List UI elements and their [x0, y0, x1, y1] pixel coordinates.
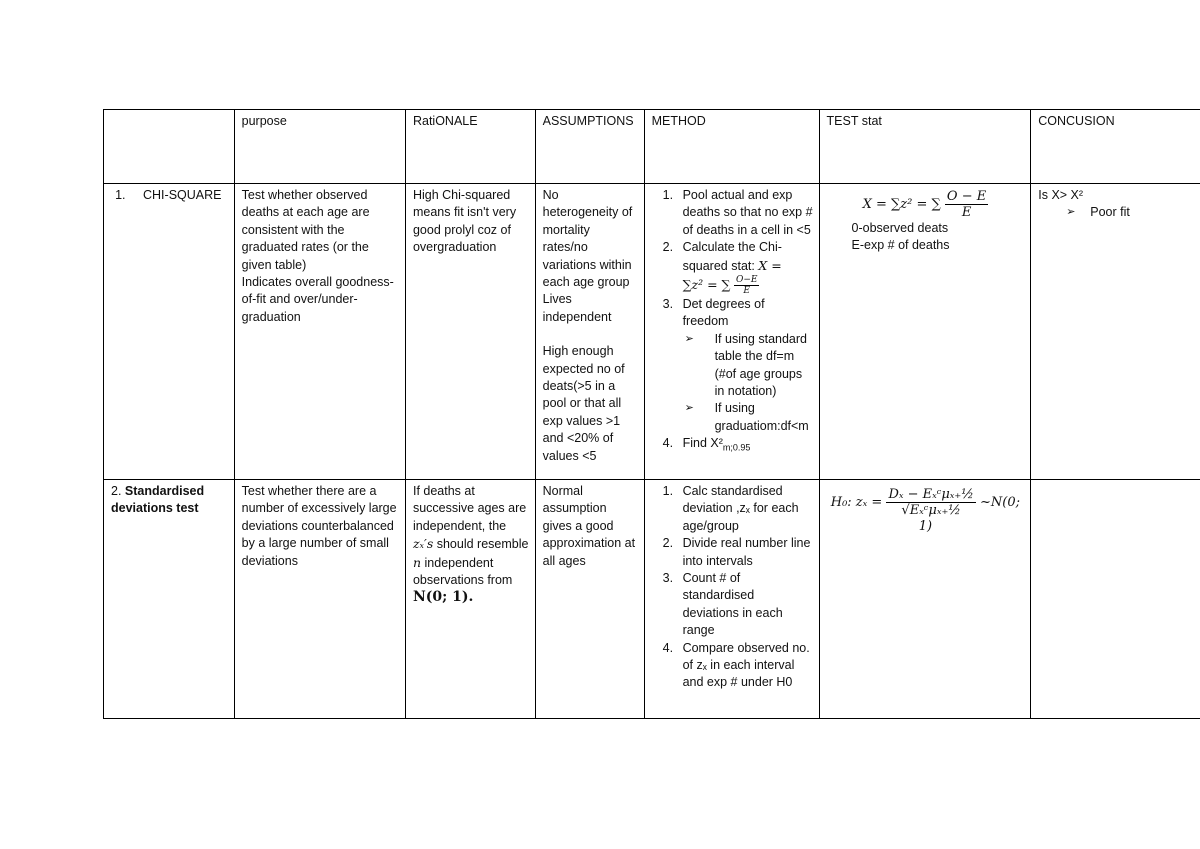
assumption-item: High enough expected no of deats(>5 in a pool or that all exp values >1 and <20% of values <5	[542, 344, 625, 463]
test-name-standardised: Standardised deviations test	[111, 484, 205, 516]
rationale-distribution: N(0; 1).	[412, 589, 474, 606]
header-cell-purpose: purpose	[234, 110, 405, 184]
rationale-text: If deaths at successive ages are independent, the	[412, 484, 527, 533]
cell-test-stat	[819, 184, 1031, 480]
formula-lhs: X = ∑z² = ∑	[862, 197, 941, 212]
cell-test-stat	[819, 480, 1031, 719]
conclusion-bullet: ➢ Poor fit	[1090, 204, 1194, 221]
assumption-item: Lives independent	[542, 292, 612, 324]
cell-test-name	[104, 480, 235, 719]
cell-purpose	[234, 184, 405, 480]
df-sub-item: ➢ If using graduatiom:df<m	[709, 400, 813, 435]
df-sub-item: ➢ If using standard table the df=m (#of age groups in notation)	[709, 331, 813, 401]
chi-formula-b: ∑z² = ∑	[682, 276, 731, 292]
formula-rhs: ~N(0; 1)	[918, 495, 1021, 534]
method-step	[677, 239, 813, 296]
cell-purpose: Test whether there are a number of excessively large deviations counterbalanced by a large number of small deviations	[234, 480, 405, 719]
rationale-text: should resemble	[436, 537, 529, 552]
cell-conclusion	[1031, 480, 1200, 719]
conclusion-text: Is X> X²	[1038, 188, 1084, 202]
header-cell-test-stat: TEST stat	[819, 110, 1031, 184]
method-step-text: Calculate the Chi-squared stat:	[682, 240, 782, 273]
method-step: 3. Count # of standardised deviations in each range	[677, 570, 813, 640]
table-row-chi-square	[104, 184, 1200, 480]
assumption-item: No heterogeneity of mortality rates/no variations within each age group	[542, 188, 633, 290]
method-step	[677, 435, 813, 457]
cell-method	[644, 184, 819, 480]
fraction-denominator: E	[961, 205, 972, 220]
method-step-subscript: m;0.95	[722, 442, 751, 453]
legend-expected: E-exp # of deaths	[851, 238, 950, 253]
table-row-standardised	[104, 480, 1200, 719]
fraction-numerator: O−E	[735, 275, 758, 286]
cell-conclusion	[1031, 184, 1200, 480]
header-cell-conclusion: CONCUSION	[1031, 110, 1200, 184]
method-step-text: Find X²	[682, 436, 723, 451]
fraction-denominator: E	[743, 286, 750, 297]
legend-observed: 0-observed deats	[851, 221, 949, 235]
chi-formula-a: X =	[758, 257, 782, 273]
cell-test-name	[104, 184, 235, 480]
comparison-table	[103, 109, 1200, 719]
method-step: 1. Calc standardised deviation ,zₓ for each age/group	[677, 483, 813, 535]
purpose-extra-text: Indicates overall goodness-of-fit and over/under-graduation	[241, 275, 394, 324]
standardised-formula	[827, 487, 1025, 535]
header-cell-rationale: RatiONALE	[405, 110, 535, 184]
header-cell-assumptions: ASSUMPTIONS	[535, 110, 644, 184]
formula-fraction	[886, 487, 975, 518]
purpose-text: Test whether observed deaths at each age are consistent with the graduated rates (or the given table)	[241, 188, 370, 272]
header-cell-blank	[104, 110, 235, 184]
cell-assumptions: Normal assumption gives a good approximation at all ages	[535, 480, 644, 719]
header-row	[104, 110, 1200, 184]
rationale-text: independent observations from	[412, 555, 513, 588]
cell-method	[644, 480, 819, 719]
cell-rationale: High Chi-squared means fit isn't very good prolyl coz of overgraduation	[405, 184, 535, 480]
chi-test-formula	[827, 189, 1025, 220]
formula-lhs: H₀: zₓ =	[830, 495, 883, 510]
method-step: 2. Divide real number line into intervals	[677, 535, 813, 570]
method-step	[677, 296, 813, 435]
fraction-numerator: Dₓ − Eₓᶜμₓ₊½	[888, 487, 974, 502]
rationale-math-n: n	[412, 554, 422, 570]
method-step: 1. Pool actual and exp deaths so that no exp # of deaths in a cell in <5	[677, 187, 813, 239]
fraction-numerator: O − E	[946, 189, 987, 204]
fraction-denominator: √Eₓᶜμₓ₊½	[901, 503, 961, 518]
df-sub-list	[683, 331, 813, 435]
conclusion-list	[1038, 204, 1194, 221]
test-number: 2.	[111, 484, 122, 498]
test-name-chi-square: 1. CHI-SQUARE	[129, 187, 228, 204]
method-step-text: Det degrees of freedom	[682, 297, 765, 329]
formula-fraction	[945, 189, 988, 220]
method-step: 4. Compare observed no. of zₓ in each interval and exp # under H0	[677, 640, 813, 692]
cell-rationale	[405, 480, 535, 719]
rationale-math-z: zₓ′s	[412, 536, 434, 552]
cell-assumptions	[535, 184, 644, 480]
header-cell-method: METHOD	[644, 110, 819, 184]
chi-formula-fraction	[734, 275, 760, 296]
